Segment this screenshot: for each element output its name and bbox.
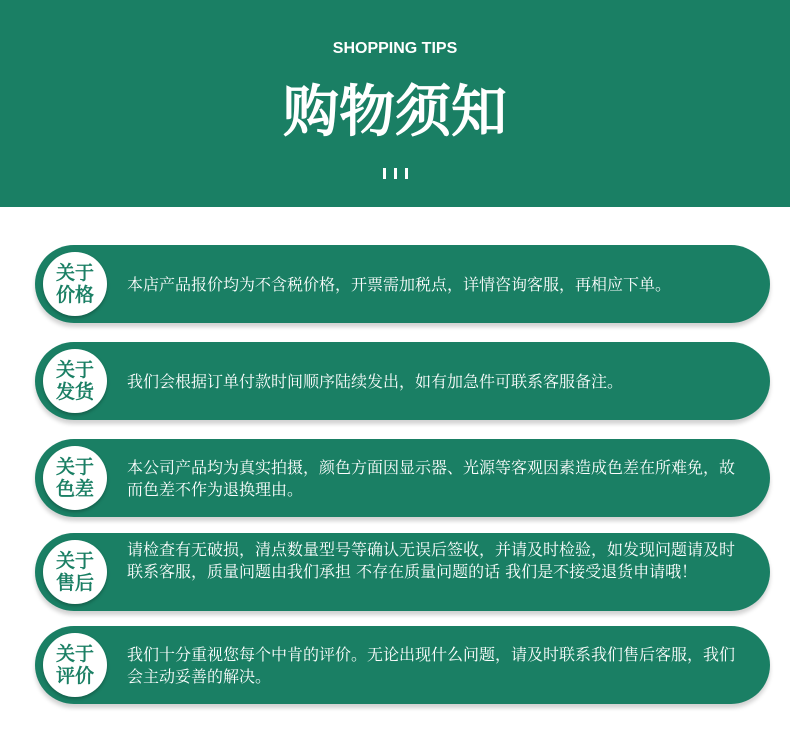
decorative-ticks [383, 168, 409, 180]
tip-card-color [35, 439, 770, 517]
page-title: 购物须知 [283, 80, 507, 145]
tip-text: 我们会根据订单付款时间顺序陆续发出，如有加急件可联系客服备注。 [127, 372, 624, 391]
badge-line-2: 售后 [55, 572, 94, 594]
tip-text: 我们十分重视您每个中肯的评价。无论出现什么问题，请及时联系我们售后客服，我们会主动妥善的解决。 [127, 645, 736, 686]
badge-line-1: 关于 [55, 359, 94, 381]
badge-line-1: 关于 [55, 456, 94, 478]
badge-line-2: 价格 [55, 284, 94, 306]
badge-line-1: 关于 [55, 643, 94, 665]
tick-mark [405, 168, 408, 179]
header-banner [0, 0, 790, 207]
tip-badge [43, 349, 107, 413]
tip-card-shipping [35, 342, 770, 420]
tick-mark [383, 168, 386, 179]
tip-text: 本店产品报价均为不含税价格，开票需加税点，详情咨询客服，再相应下单。 [127, 275, 672, 294]
badge-line-2: 发货 [55, 381, 94, 403]
tip-badge [43, 446, 107, 510]
tip-card-aftersales [35, 533, 770, 611]
header-subtitle: SHOPPING TIPS [332, 40, 458, 57]
badge-line-2: 评价 [55, 665, 94, 687]
badge-line-1: 关于 [55, 550, 94, 572]
tip-text: 本公司产品均为真实拍摄，颜色方面因显示器、光源等客观因素造成色差在所难免，故而色差不作为退换理由。 [127, 458, 736, 499]
badge-line-2: 色差 [55, 478, 94, 500]
badge-line-1: 关于 [55, 262, 94, 284]
tip-card-price [35, 245, 770, 323]
tip-card-review [35, 626, 770, 704]
tick-mark [394, 168, 397, 179]
tip-badge [43, 633, 107, 697]
tip-badge [43, 540, 107, 604]
tip-badge [43, 252, 107, 316]
tip-text: 请检查有无破损，清点数量型号等确认无误后签收，并请及时检验，如发现问题请及时联系客服，质量问题由我们承担 不存在质量问题的话 我们是不接受退货申请哦！ [127, 540, 736, 581]
